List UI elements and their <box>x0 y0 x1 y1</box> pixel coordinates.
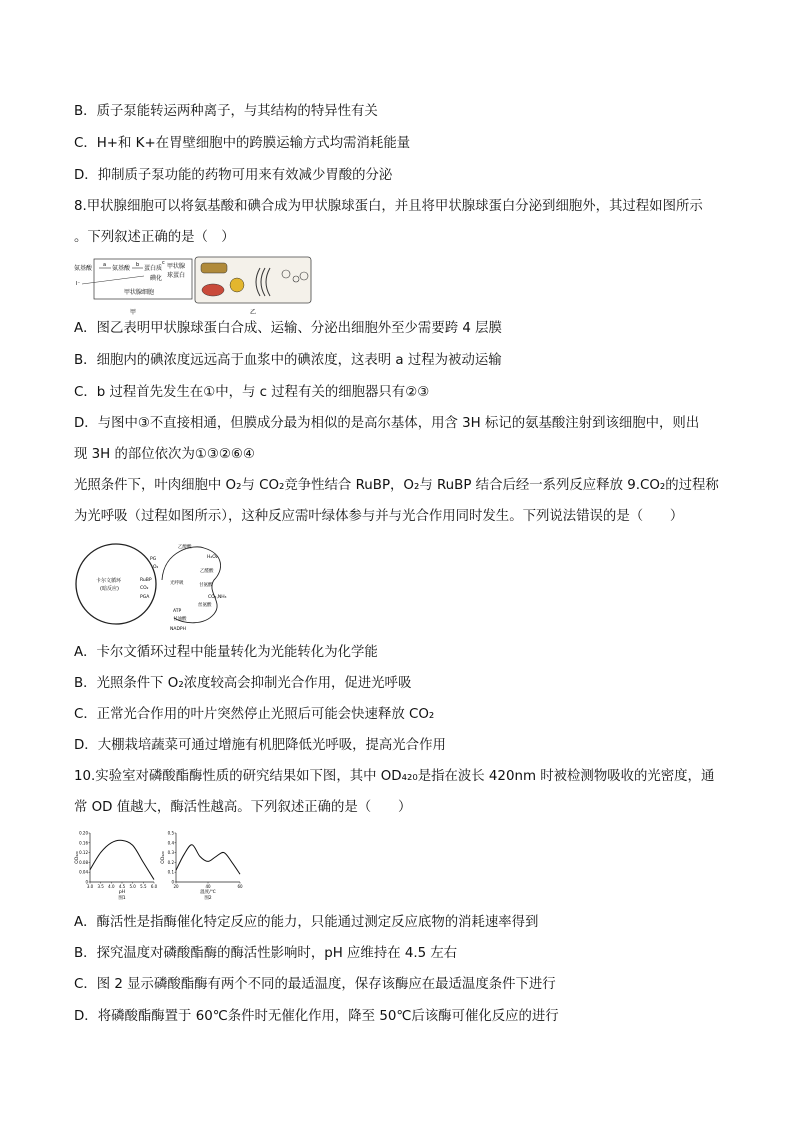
y-tick-label: 0.04 <box>79 869 88 875</box>
label-pg: PG <box>150 557 157 562</box>
q10-stem-line1: 10.实验室对磷酸酯酶性质的研究结果如下图，其中 OD₄₂₀是指在波长 420nm 时被检测物吸收的光密度，通 <box>74 769 715 784</box>
jia-label-iodide: I⁻ <box>76 281 81 287</box>
x-tick-label: 6.0 <box>150 884 158 889</box>
q9-stem-line1: 光照条件下，叶肉细胞中 O₂与 CO₂竞争性结合 RuBP，O₂与 RuBP 结合后经一系列反应释放 9.CO₂的过程称 <box>74 478 719 493</box>
label-glyoxylic: 乙醛酸 <box>200 569 214 574</box>
y-tick-label: 0.16 <box>79 840 88 846</box>
label-o2: O₂ <box>153 565 159 570</box>
yi-mitochondrion-icon <box>202 284 224 296</box>
label-glycolic: 乙醇酸 <box>178 545 192 550</box>
q7-option-b: B．质子泵能转运两种离子，与其结构的特异性有关 <box>74 104 378 119</box>
label-nadph: NADPH <box>170 627 187 632</box>
q8-option-d-line1: D．与图中③不直接相通，但膜成分最为相似的是高尔基体，用含 3H 标记的氨基酸注射到该细胞中，则出 <box>74 416 700 431</box>
label-glycine: 甘氨酸 <box>199 583 213 588</box>
q8-figure-yi <box>195 257 311 316</box>
q10-option-a: A．酶活性是指酶催化特定反应的能力，只能通过测定反应底物的消耗速率得到 <box>74 915 539 930</box>
q10-option-c: C．图 2 显示磷酸酯酶有两个不同的最适温度，保存该酶应在最适温度条件下进行 <box>74 977 556 992</box>
y-tick-label: 0.4 <box>167 840 174 846</box>
jia-arrow-iodide <box>82 276 144 284</box>
y-tick-label: 0 <box>171 879 174 885</box>
y-tick-label: 0.08 <box>79 859 88 865</box>
jia-label-iodination: 碘化 <box>150 275 163 282</box>
y-tick-label: 0.12 <box>79 850 88 856</box>
jia-label-thyro2: 球蛋白 <box>167 272 186 279</box>
x-axis-label: 温度/℃ <box>200 890 216 895</box>
q8-option-b: B．细胞内的碘浓度远远高于血浆中的碘浓度，这表明 a 过程为被动运输 <box>74 353 502 368</box>
series-line <box>90 840 154 879</box>
q10-chart-1 <box>74 828 159 900</box>
jia-label-amino2: 氨基酸 <box>112 265 131 272</box>
q10-option-d: D．将磷酸酯酶置于 60℃条件时无催化作用，降至 50℃后该酶可催化反应的进行 <box>74 1009 559 1024</box>
chart-caption: 图1 <box>118 896 126 900</box>
q8-figure-jia <box>74 259 192 316</box>
label-atp: ATP <box>173 609 182 614</box>
x-tick-label: 3.0 <box>86 884 94 889</box>
x-tick-label: 5.0 <box>129 884 136 889</box>
series-line <box>176 845 240 874</box>
q8-figure <box>74 254 314 318</box>
y-tick-label: 0.3 <box>167 850 174 856</box>
y-tick-label: 0.2 <box>167 859 174 865</box>
jia-label-a: a <box>103 262 107 268</box>
q8-stem-line2: 。下列叙述正确的是（ ） <box>74 230 235 245</box>
x-tick-label: 60 <box>237 884 243 889</box>
label-serine: 丝氨酸 <box>198 603 212 608</box>
x-tick-label: 5.5 <box>140 884 147 889</box>
yi-vesicle-icon <box>230 278 244 292</box>
label-rubp: RuBP <box>140 578 152 583</box>
q10-chart-2 <box>160 828 245 900</box>
jia-label-b: b <box>136 262 140 268</box>
y-tick-label: 0.1 <box>167 869 174 875</box>
x-tick-label: 4.0 <box>108 884 115 889</box>
q7-option-c: C．H+和 K+在胃壁细胞中的跨膜运输方式均需消耗能量 <box>74 136 411 151</box>
q7-option-d: D．抑制质子泵功能的药物可用来有效减少胃酸的分泌 <box>74 168 393 183</box>
x-tick-label: 3.5 <box>97 884 104 889</box>
q9-option-b: B．光照条件下 O₂浓度较高会抑制光合作用，促进光呼吸 <box>74 676 412 691</box>
q9-option-c: C．正常光合作用的叶片突然停止光照后可能会快速释放 CO₂ <box>74 707 435 722</box>
q10-option-b: B．探究温度对磷酸酯酶的酶活性影响时，pH 应维持在 4.5 左右 <box>74 946 458 961</box>
label-h2o2: H₂O₂ <box>207 555 218 560</box>
x-axis-label: pH <box>118 890 126 895</box>
label-co2: CO₂ <box>140 586 149 591</box>
q9-stem-line2: 为光呼吸（过程如图所示），这种反应需叶绿体参与并与光合作用同时发生。下列说法错误的是（ ） <box>74 509 684 524</box>
label-pga: PGA <box>140 595 150 600</box>
jia-label-c: c <box>162 260 165 266</box>
y-tick-label: 0.20 <box>79 830 88 836</box>
caption-jia: 甲 <box>130 309 137 316</box>
q9-option-d: D．大棚栽培蔬菜可通过增施有机肥降低光呼吸，提高光合作用 <box>74 738 446 753</box>
caption-yi: 乙 <box>250 309 257 316</box>
q8-stem-line1: 8.甲状腺细胞可以将氨基酸和碘合成为甲状腺球蛋白，并且将甲状腺球蛋白分泌到细胞外，其过程如图所示 <box>74 199 703 214</box>
q10-stem-line2: 常 OD 值越大，酶活性越高。下列叙述正确的是（ ） <box>74 800 412 815</box>
y-axis-label: OD₄₂₀ <box>161 851 166 864</box>
jia-label-cell: 甲状腺细胞 <box>124 289 155 296</box>
x-tick-label: 20 <box>173 884 179 889</box>
y-axis-label: OD₄₂₀ <box>75 851 80 864</box>
q9-option-a: A．卡尔文循环过程中能量转化为光能转化为化学能 <box>74 645 378 660</box>
q8-option-a: A．图乙表明甲状腺球蛋白合成、运输、分泌出细胞外至少需要跨 4 层膜 <box>74 321 502 336</box>
x-tick-label: 40 <box>205 884 211 889</box>
q8-option-d-line2: 现 3H 的部位依次为①③②⑥④ <box>74 447 255 462</box>
jia-label-thyro1: 甲状腺 <box>167 263 186 270</box>
label-calvin-dark: (暗反应) <box>100 586 119 592</box>
calvin-cycle-circle <box>76 544 156 624</box>
y-tick-label: 0 <box>85 879 88 885</box>
yi-er-icon <box>201 263 227 273</box>
q9-figure <box>74 540 244 635</box>
y-tick-label: 0.5 <box>167 830 174 836</box>
jia-label-protein: 蛋白质 <box>144 265 163 272</box>
label-glyceric: 甘油酸 <box>173 617 187 622</box>
chart-caption: 图2 <box>204 896 212 900</box>
jia-label-amino1: 氨基酸 <box>74 265 93 272</box>
q8-option-c: C．b 过程首先发生在①中，与 c 过程有关的细胞器只有②③ <box>74 385 430 400</box>
x-tick-label: 4.5 <box>118 884 126 889</box>
label-photoresp: 光呼吸 <box>170 581 184 586</box>
label-co2nh3: CO₂,NH₃ <box>208 595 227 600</box>
label-calvin: 卡尔文循环 <box>96 578 122 584</box>
